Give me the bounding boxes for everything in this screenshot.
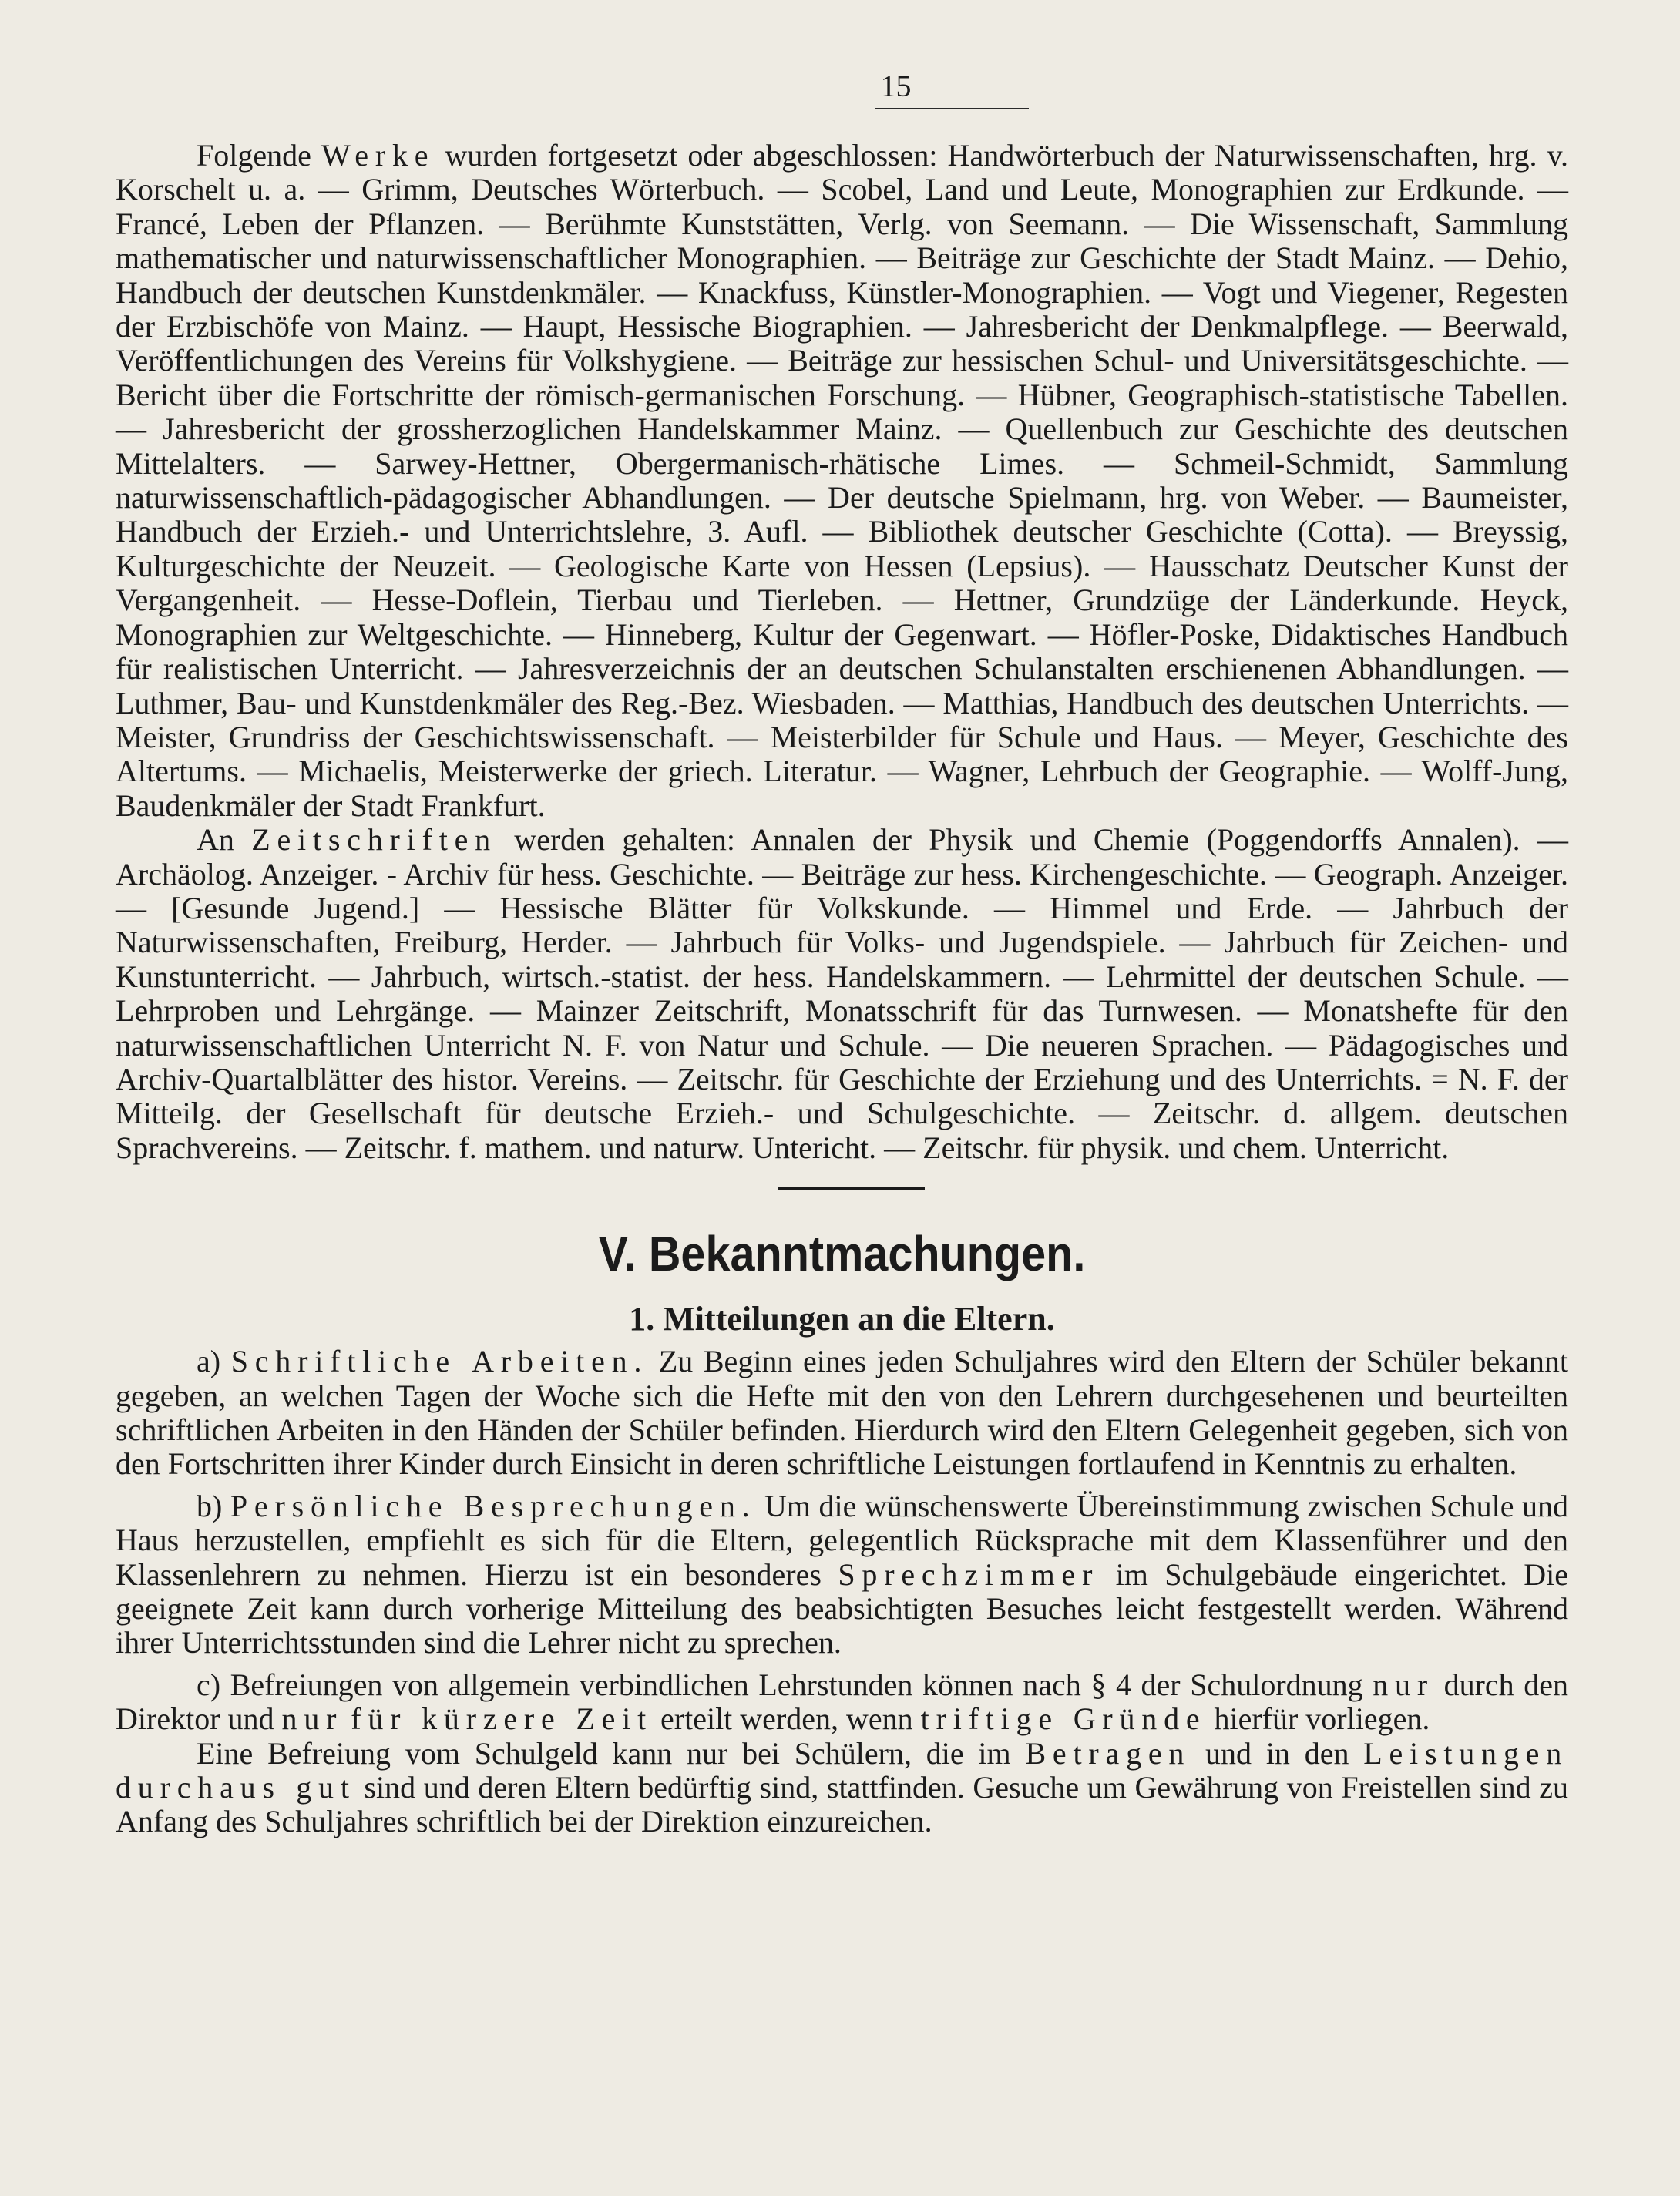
para-d-text1: Eine Befreiung vom Schulgeld kann nur bei Schülern, die im	[197, 1735, 1026, 1771]
para-c-text2: durch den Direktor und	[116, 1667, 1568, 1737]
para-c-sp1: nur	[1373, 1667, 1434, 1702]
werke-text: wurden fortgesetzt oder abgeschlossen: Handwörterbuch der Naturwissenschaften, hrg. v. Korschelt u. a. — Grimm, Deutsches Wörterbuch. — Scobel, Land und Leute, Monographien zur Erdkunde. — Francé, Leben der Pflanzen. — Berühmte Kunststätten, Verlg. von Seemann. — Die Wissenschaft, Sammlung mathematischer und naturwissenschaftlicher Monographien. — Beiträge zur Geschichte der Stadt Mainz. — Dehio, Handbuch der deutschen Kunstdenkmäler. — Knackfuss, Künstler-Monographien. — Vogt und Viegener, Regesten der Erzbischöfe von Mainz. — Haupt, Hessische Biographien. — Jahresbericht der Denkmalpflege. — Beerwald, Veröffentlichungen des Vereins für Volkshygiene. — Beiträge zur hessischen Schul- und Universitätsgeschichte. — Bericht über die Fortschritte der römisch-germanischen Forschung. — Hübner, Geographisch-statistische Tabellen. — Jahresbericht der grossherzoglichen Handelskammer Mainz. — Quellenbuch zur Geschichte des deutschen Mittelalters. — Sarwey-Hettner, Obergermanisch-rhätische Limes. — Schmeil-Schmidt, Sammlung naturwissenschaftlich-pädagogischer Abhandlungen. — Der deutsche Spielmann, hrg. von Weber. — Baumeister, Handbuch der Erzieh.- und Unterrichtslehre, 3. Aufl. — Bibliothek deutscher Geschichte (Cotta). — Breyssig, Kulturgeschichte der Neuzeit. — Geologische Karte von Hessen (Lepsius). — Hausschatz Deutscher Kunst der Vergangenheit. — Hesse-Doflein, Tierbau und Tierleben. — Hettner, Grundzüge der Länderkunde. Heyck, Monographien zur Weltgeschichte. — Hinneberg, Kultur der Gegenwart. — Höfler-Poske, Didaktisches Handbuch für realistischen Unterricht. — Jahresverzeichnis der an deutschen Schulanstalten erschienenen Abhandlungen. — Luthmer, Bau- und Kunstdenkmäler des Reg.-Bez. Wiesbaden. — Matthias, Handbuch des deutschen Unterrichts. — Meister, Grundriss der Geschichtswissenschaft. — Meisterbilder für Schule und Haus. — Meyer, Geschichte des Altertums. — Michaelis, Meisterwerke der griech. Literatur. — Wagner, Lehrbuch der Geographie. — Wolff-Jung, Baudenkmäler der Stadt Frankfurt.	[116, 138, 1568, 823]
para-c-sp3: für kürzere Zeit	[351, 1701, 654, 1737]
paragraph-b	[116, 1489, 1568, 1660]
werke-lead: Folgende	[197, 138, 321, 173]
section-title: V. Bekanntmachungen.	[598, 1226, 1086, 1282]
para-b-text1: Um die wünschenswerte Übereinstimmung zwischen Schule und Haus herzustellen, empfiehlt es sich für die Eltern, gelegentlich Rücksprache mit dem Klassenführer und den Klassenlehrern zu nehmen. Hierzu ist ein besonderes	[116, 1488, 1568, 1592]
para-d-sp2: Leistungen durchaus gut	[116, 1735, 1568, 1805]
para-b-text2: im Schulgebäude eingerichtet. Die geeignete Zeit kann durch vorherige Mitteilung des beabsichtigten Besuches leicht festgestellt werden. Während ihrer Unterrichtsstunden sind die Lehrer nicht zu sprechen.	[116, 1556, 1568, 1660]
para-b-spaced2: Sprechzimmer	[838, 1556, 1100, 1592]
para-c-text3	[343, 1701, 351, 1736]
para-c-sp4: triftige Gründe	[920, 1701, 1207, 1737]
zeitschriften-paragraph	[116, 823, 1568, 1165]
paragraph-a	[116, 1345, 1568, 1482]
werke-spaced: Werke	[321, 138, 435, 173]
para-d-text3: sind und deren Eltern bedürftig sind, stattfinden. Gesuche um Gewährung von Freistellen sind zu Anfang des Schuljahres schriftlich bei der Direktion einzureichen.	[116, 1770, 1568, 1839]
para-c-text5: hierfür vorliegen.	[1206, 1701, 1430, 1737]
zeitschriften-lead: An	[197, 822, 252, 858]
para-a-spaced: Schriftliche Arbeiten.	[230, 1344, 649, 1379]
para-a-label: a)	[197, 1344, 231, 1379]
subsection-title: 1. Mitteilungen an die Eltern.	[629, 1300, 1055, 1338]
zeitschriften-spaced: Zeitschriften	[251, 822, 497, 858]
para-c-text4: erteilt werden, wenn	[653, 1701, 921, 1737]
paragraph-d	[116, 1737, 1568, 1839]
zeitschriften-text: werden gehalten: Annalen der Physik und Chemie (Poggendorffs Annalen). — Archäolog. Anzeiger. - Archiv für hess. Geschichte. — Beiträge zur hess. Kirchengeschichte. — Geograph. Anzeiger. — [Gesunde Jugend.] — Hessische Blätter für Volkskunde. — Himmel und Erde. — Jahrbuch der Naturwissenschaften, Freiburg, Herder. — Jahrbuch für Volks- und Jugendspiele. — Jahrbuch für Zeichen- und Kunstunterricht. — Jahrbuch, wirtsch.-statist. der hess. Handelskammern. — Lehrmittel der deutschen Schule. — Lehrproben und Lehrgänge. — Mainzer Zeitschrift, Monatsschrift für das Turnwesen. — Monatshefte für den naturwissenschaftlichen Unterricht N. F. von Natur und Schule. — Die neueren Sprachen. — Pädagogisches und Archiv-Quartalblätter des histor. Vereins. — Zeitschr. für Geschichte der Erziehung und des Unterrichts. = N. F. der Mitteilg. der Gesellschaft für deutsche Erzieh.- und Schulgeschichte. — Zeitschr. d. allgem. deutschen Sprachvereins. — Zeitschr. f. mathem. und naturw. Untericht. — Zeitschr. für physik. und chem. Unterricht.	[116, 822, 1569, 1165]
para-c-text1: c) Befreiungen von allgemein verbindlichen Lehrstunden können nach § 4 der Schulordnung	[197, 1667, 1373, 1702]
paragraph-c	[116, 1668, 1568, 1737]
para-b-spaced: Persönliche Besprechungen.	[230, 1488, 757, 1523]
para-a-text: Zu Beginn eines jeden Schuljahres wird den Eltern der Schüler bekannt gegeben, an welchen Tagen der Woche sich die Hefte mit den von den Lehrern durchgesehenen und beurteilten schriftlichen Arbeiten in den Händen der Schüler befinden. Hierdurch wird den Eltern Gelegenheit gegeben, sich von den Fortschritten ihrer Kinder durch Einsicht in deren schriftliche Leistungen fortlaufend in Kenntnis zu erhalten.	[116, 1344, 1568, 1482]
para-d-text2: und in den	[1191, 1735, 1364, 1771]
para-b-label: b)	[197, 1488, 230, 1523]
para-d-sp1: Betragen	[1025, 1735, 1191, 1771]
para-c-sp2: nur	[281, 1701, 344, 1737]
page-number: 15	[880, 69, 912, 103]
werke-paragraph	[116, 139, 1568, 823]
section-divider	[778, 1187, 925, 1190]
page-number-rule	[875, 108, 1029, 109]
